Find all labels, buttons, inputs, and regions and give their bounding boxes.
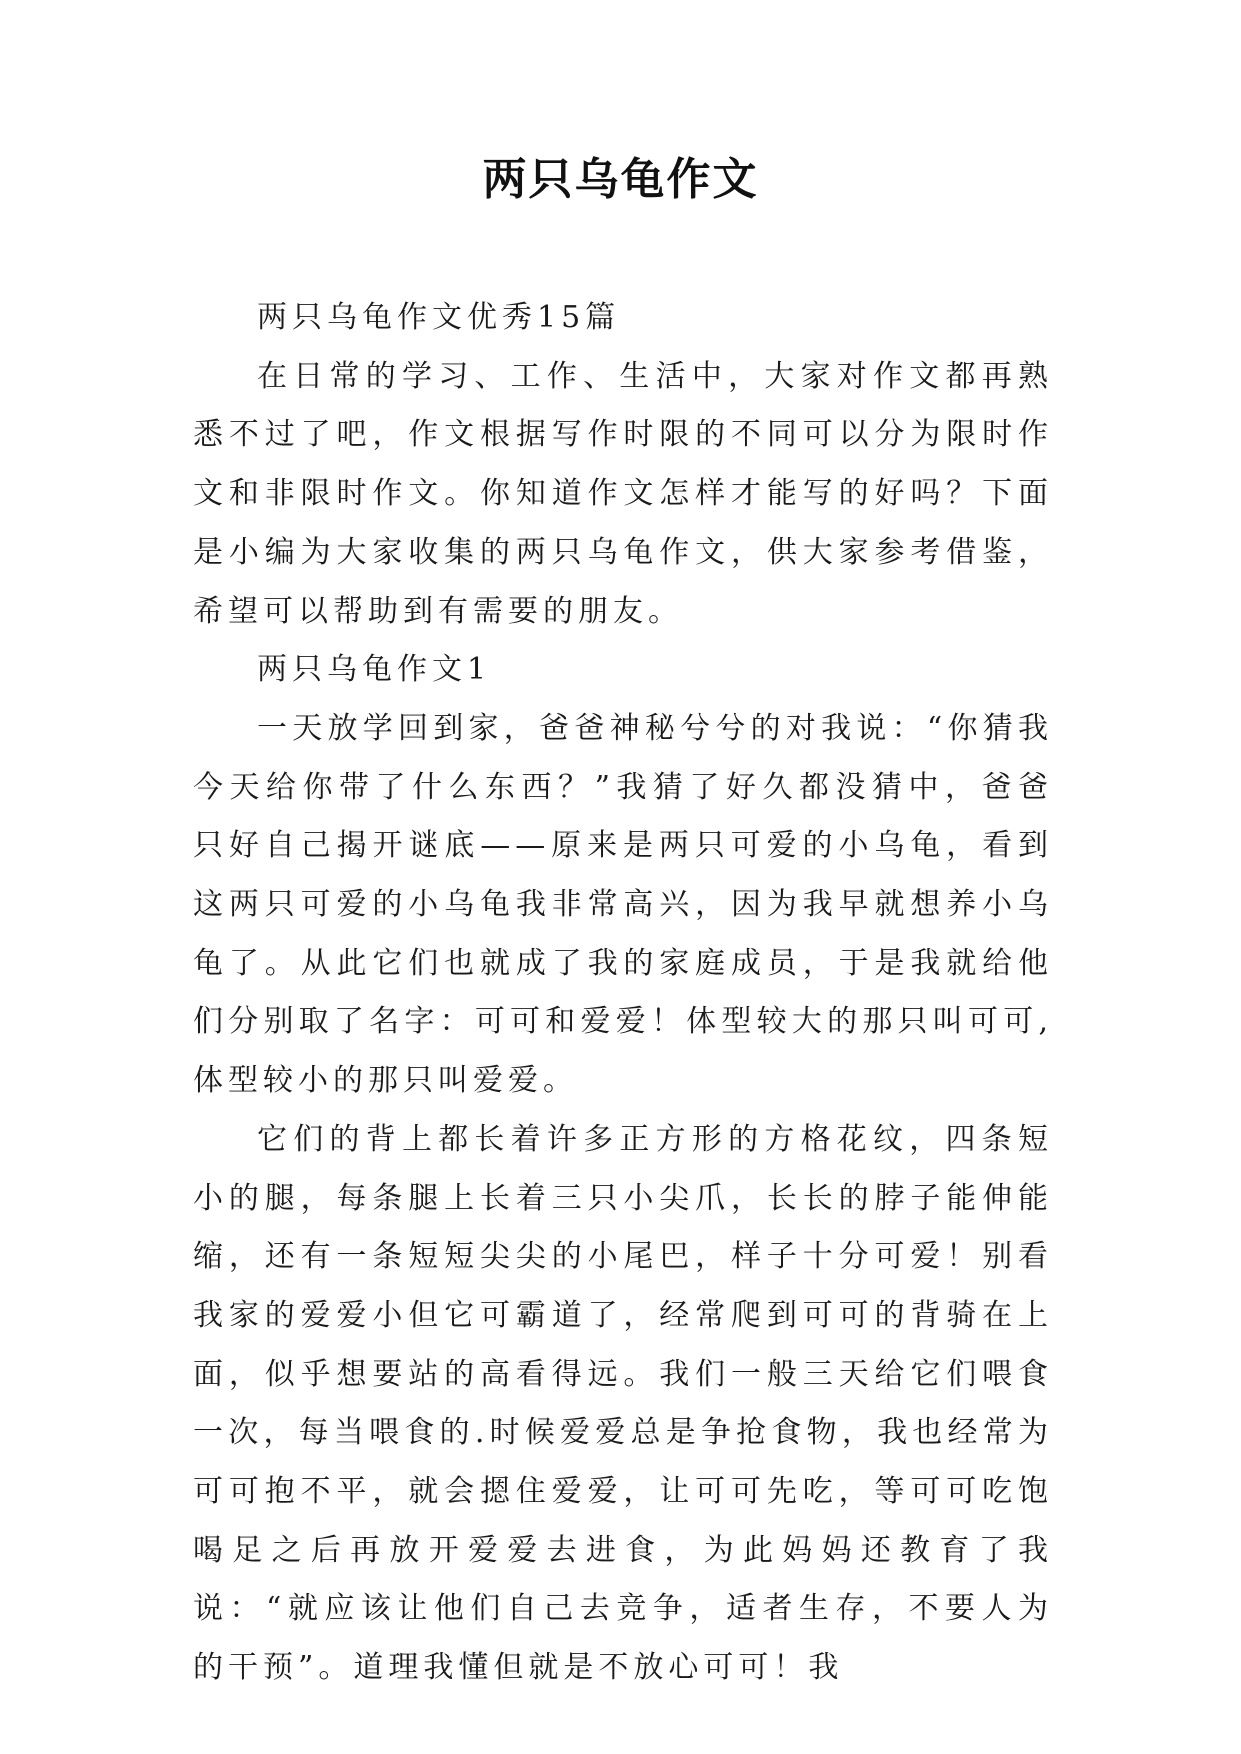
section-heading: 两只乌龟作文1	[257, 652, 492, 688]
body-paragraph: 一天放学回到家，爸爸神秘兮兮的对我说：“你猜我今天给你带了什么东西？”我猜了好久都没猜中，爸爸只好自己揭开谜底——原来是两只可爱的小乌龟，看到这两只可爱的小乌龟我非常高兴，因为我早就想养小乌龟了。从此它们也就成了我的家庭成员，于是我就给他们分别取了名字：可可和爱爱！体型较大的那只叫可可,体型较小的那只叫爱爱。	[193, 710, 1053, 1099]
document-title: 两只乌龟作文	[482, 154, 759, 205]
body-paragraph: 它们的背上都长着许多正方形的方格花纹，四条短小的腿，每条腿上长着三只小尖爪，长长的脖子能伸能缩，还有一条短短尖尖的小尾巴，样子十分可爱！别看我家的爱爱小但它可霸道了，经常爬到可可的背骑在上面，似乎想要站的高看得远。我们一般三天给它们喂食一次，每当喂食的.时候爱爱总是争抢食物，我也经常为可可抱不平，就会摁住爱爱，让可可先吃，等可可吃饱喝足之后再放开爱爱去进食，为此妈妈还教育了我说：“就应该让他们自己去竞争，适者生存，不要人为的干预”。道理我懂但就是不放心可可！我	[193, 1121, 1053, 1686]
intro-paragraph: 在日常的学习、工作、生活中，大家对作文都再熟悉不过了吧，作文根据写作时限的不同可以分为限时作文和非限时作文。你知道作文怎样才能写的好吗？下面是小编为大家收集的两只乌龟作文，供大家参考借鉴，希望可以帮助到有需要的朋友。	[193, 358, 1053, 629]
document-body	[193, 289, 1053, 1698]
subtitle-paragraph: 两只乌龟作文优秀15篇	[257, 300, 621, 335]
